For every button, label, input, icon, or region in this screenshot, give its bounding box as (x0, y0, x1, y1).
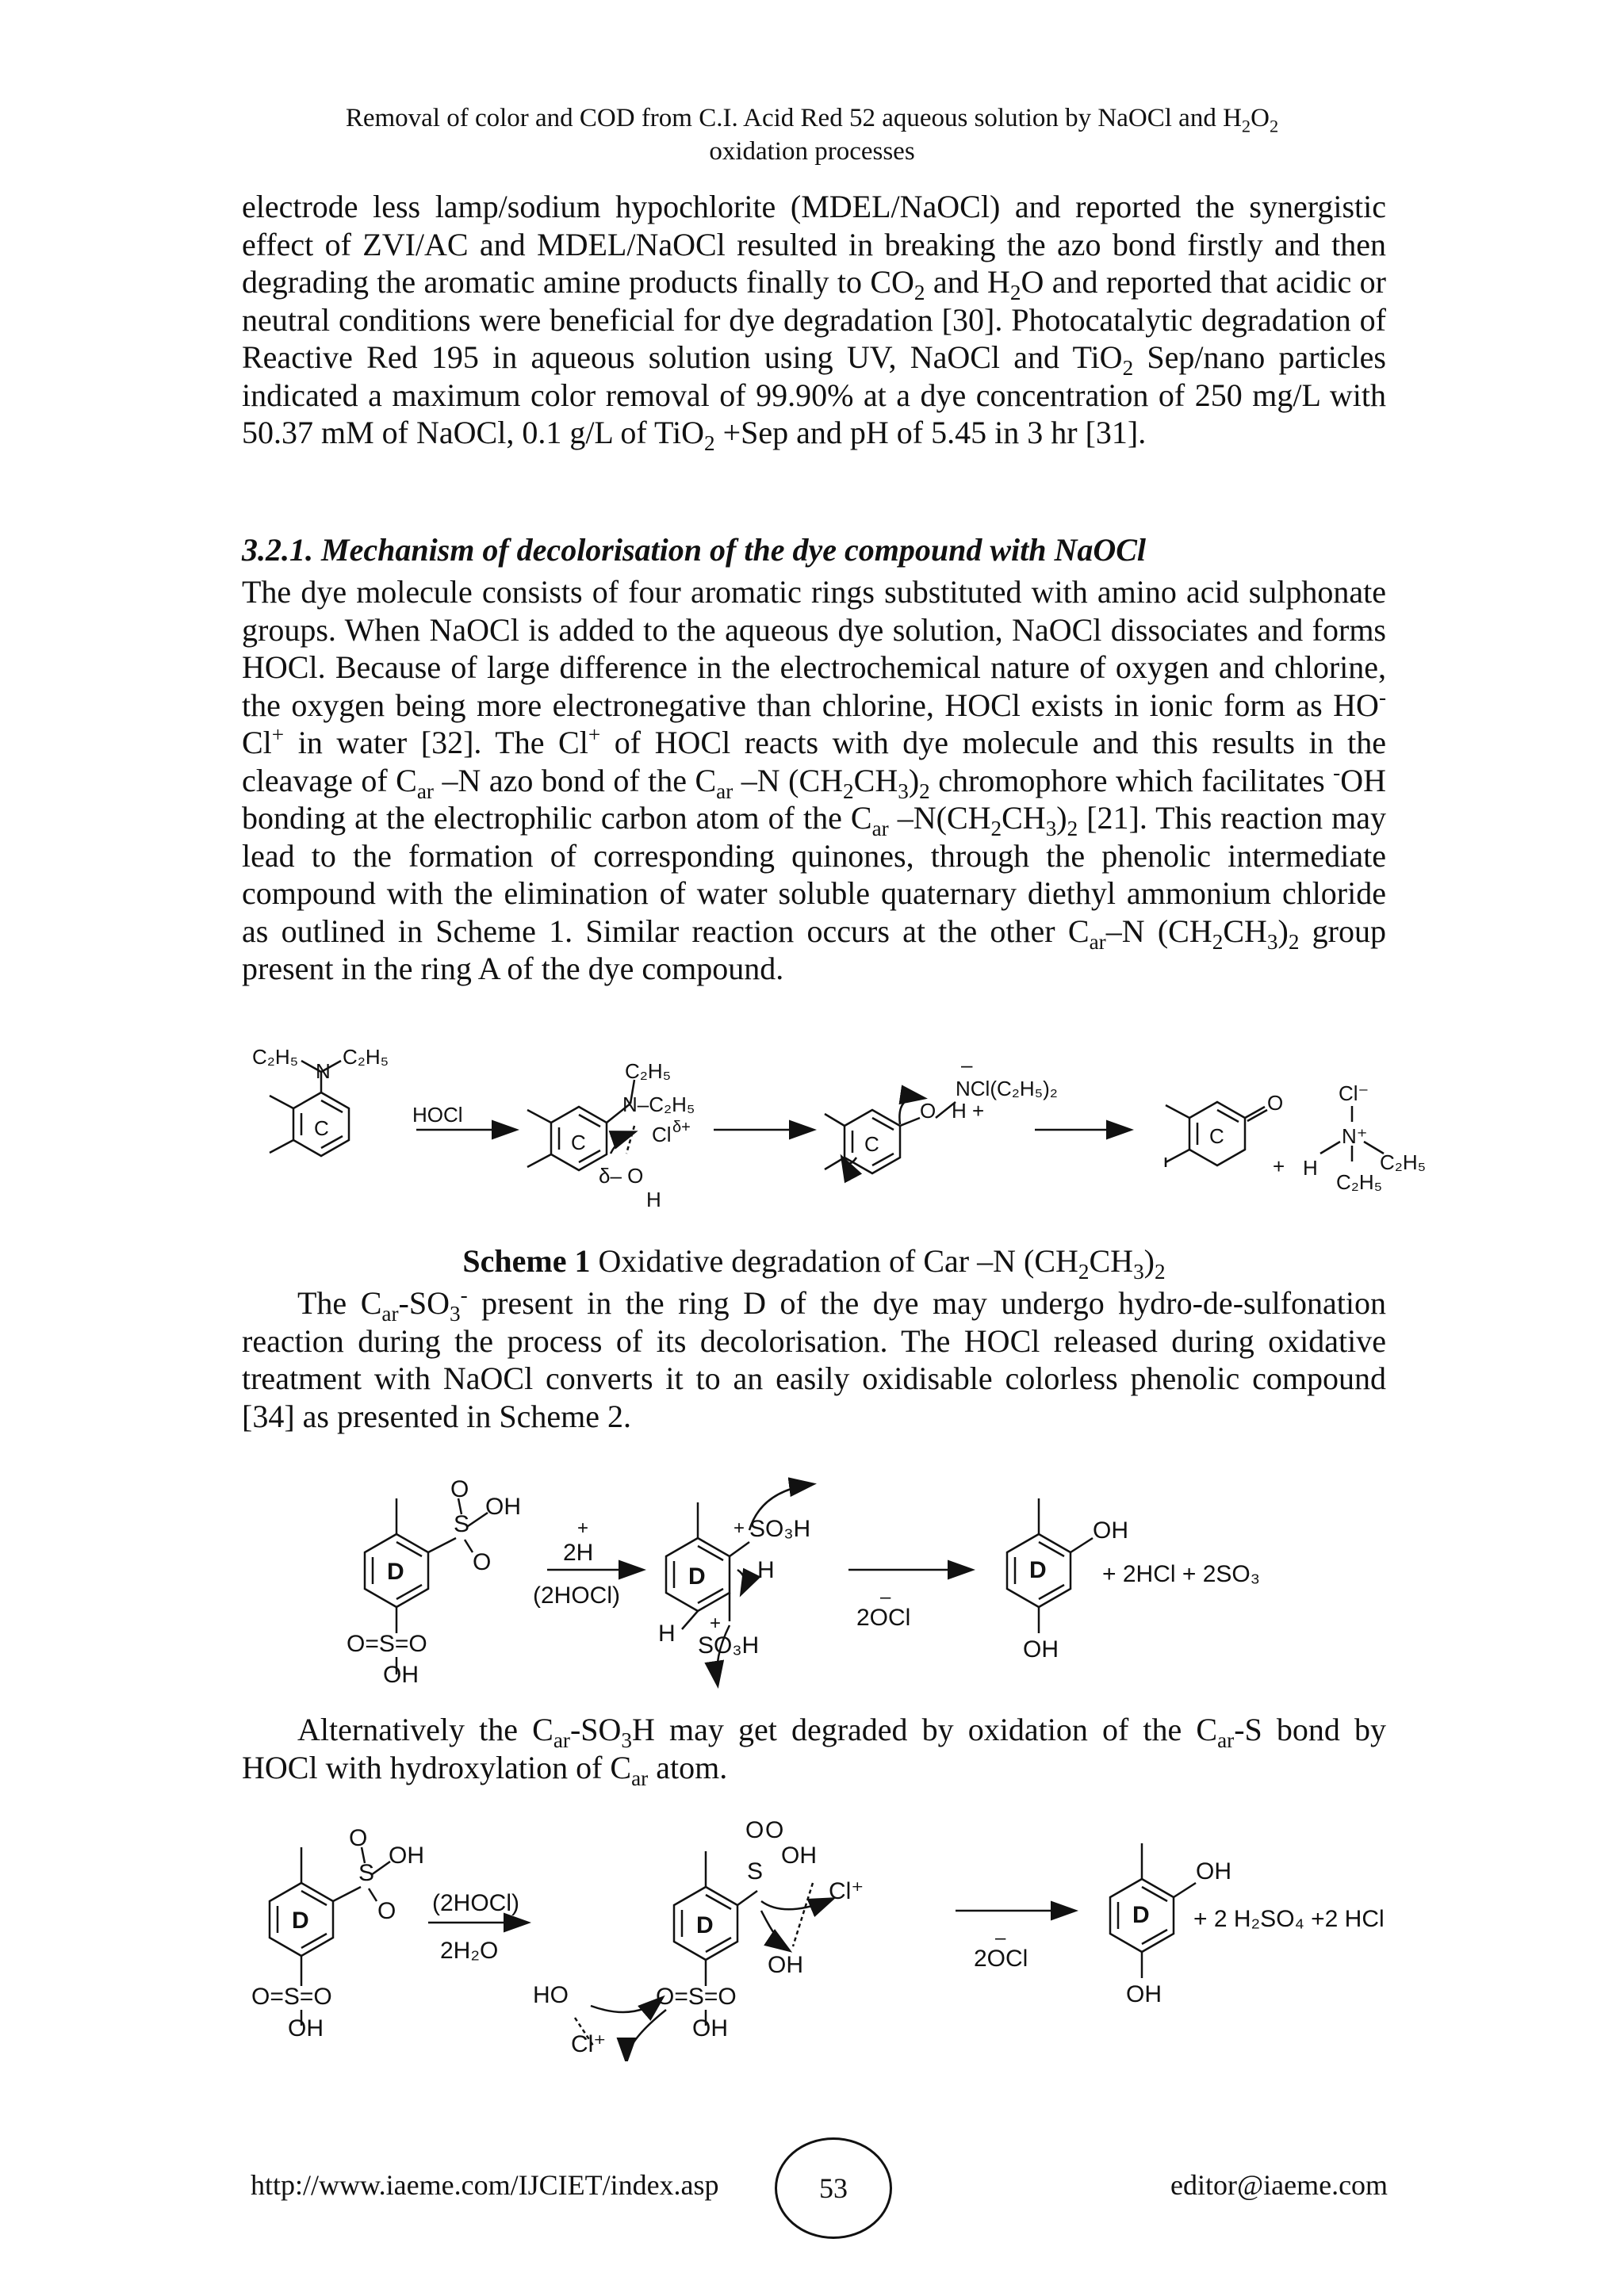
hydroxyl-label: OH (1126, 1981, 1162, 2007)
scheme-3 (0, 1816, 1624, 2061)
ethyl-label: C₂H₅ (625, 1059, 672, 1083)
oxygen-label: O (920, 1099, 936, 1123)
oxygen-label: O (349, 1825, 368, 1851)
footer-email[interactable]: editor@iaeme.com (1170, 2169, 1388, 2201)
scheme-1-caption: Scheme 1 Oxidative degradation of Car –N $(CH_2CH_3)_2$ (462, 1243, 1166, 1284)
hydroxyl-label: OH (1196, 1858, 1231, 1885)
hydrogen-label: H (658, 1621, 676, 1647)
sulfonyl-label: O=S=O (347, 1631, 427, 1657)
nitrogen-label: N (316, 1059, 331, 1083)
proton-reagent-label: 2H (563, 1540, 594, 1566)
water-reagent-label: 2H₂O (440, 1938, 499, 1964)
products-label: + 2 H₂SO₄ +2 HCl (1193, 1906, 1385, 1932)
footer-url[interactable]: http://www.iaeme.com/IJCIET/index.asp (251, 2169, 719, 2201)
hydroxyl-label: OH (768, 1952, 803, 1978)
ethyl-label: C₂H₅ (252, 1045, 299, 1069)
n-ethyl-label: N–C₂H₅ (622, 1093, 695, 1116)
ring-d-label: D (696, 1912, 714, 1938)
hypochlorite-label: 2OCl (974, 1946, 1028, 1972)
hydroxyl-label: OH (1093, 1517, 1128, 1544)
sulfonyl-label: O=S=O (251, 1984, 332, 2010)
ring-d-label: D (1132, 1902, 1150, 1928)
hydroxyl-label: OH (389, 1843, 424, 1869)
ring-c-label: C (314, 1116, 329, 1140)
hydrogen-label: H (1303, 1156, 1318, 1180)
paragraph-3: The $C_{ar}-SO_3^-$ present in the ring D of the dye may undergo hydro-de-sulfonation reaction during the process of its decolorisation. The HOCl released during oxidative treatment with NaOCl converts it to an easily oxidisable colorless phenolic compound [34] as presented in Scheme 2. (242, 1283, 1386, 1434)
oxygen-label: O (450, 1476, 469, 1502)
hydroxyl-label: OH (383, 1662, 419, 1688)
paragraph-1: electrode less lamp/sodium hypochlorite (MDEL/NaOCl) and reported the synergistic effect of ZVI/AC and MDEL/NaOCl resulted in breaking the azo bond firstly and then degrading the aromatic amine products finally to $CO_2$ and $H_2O$ and reported that acidic or neutral conditions were beneficial for dye degradation [30]. Photocatalytic degradation of Reactive Red 195 in aqueous solution using UV, NaOCl and TiO$_2$ Sep/nano particles indicated a maximum color removal of 99.90% at a dye concentration of 250 mg/L with 50.37 mM of NaOCl, 0.1 g/L of TiO$_2$ +Sep and pH of 5.45 in 3 hr [31]. (242, 189, 1387, 455)
chlorine-label: Cl (652, 1123, 672, 1146)
ring-d-label: D (688, 1563, 706, 1590)
sulfonyl-label: O=S=O (656, 1984, 737, 2010)
ring-c-label: C (1209, 1124, 1224, 1148)
scheme-2 (0, 1467, 1624, 1697)
hydrogen-label: H (757, 1557, 775, 1583)
hocl-reagent-label: (2HOCl) (432, 1890, 519, 1916)
ethyl-label: C₂H₅ (1336, 1170, 1383, 1194)
hocl-reagent-label: HOCl (412, 1103, 463, 1127)
oxygen-label: O (1267, 1091, 1284, 1115)
oxygen-label: O (745, 1817, 764, 1843)
header-line-2: oxidation processes (709, 137, 915, 166)
oxygen-label: O (473, 1549, 492, 1575)
ethyl-label: C₂H₅ (1380, 1150, 1427, 1174)
hydroxyl-label: OH (692, 2015, 728, 2042)
delta-plus-label: δ+ (672, 1119, 691, 1136)
plus-charge: + (577, 1517, 589, 1539)
hydroxyl-label: HO (533, 1982, 569, 2008)
hydrogen-label: H (646, 1188, 661, 1211)
sulfur-label: S (358, 1860, 375, 1886)
chloride-label: Cl⁻ (1339, 1081, 1369, 1105)
plus-charge: + (710, 1613, 722, 1634)
delta-minus-oxygen-label: δ– O (599, 1164, 644, 1188)
paragraph-2: The dye molecule consists of four aromatic rings substituted with amino acid sulphonate groups. When NaOCl is added to the aqueous dye solution, NaOCl dissociates and forms HOCl. Because of large difference in the electrochemical nature of oxygen and chlorine, the oxygen being more electronegative than chlorine, HOCl exists in ionic form as HO-Cl+ in water [32]. The Cl+ of HOCl reacts with dye molecule and this results in the cleavage of $C_{ar}$ –N azo bond of the $C_{ar}$ –N $(CH_2CH_3)_2$ chromophore which facilitates -OH bonding at the electrophilic carbon atom of the $C_{ar}$ $-N(CH_2CH_3)_2$ [21]. This reaction may lead to the formation of corresponding quinones, through the phenolic intermediate compound with the elimination of water soluble quaternary diethyl ammonium chloride as outlined in Scheme 1. Similar reaction occurs at the other $C_{ar}-N$ $(CH_2CH_3)_2$ group present in the ring A of the dye compound. (242, 574, 1387, 986)
oxygen-label: O (765, 1817, 784, 1843)
products-label: + 2HCl + 2SO₃ (1102, 1561, 1260, 1587)
hydroxyl-label: OH (781, 1843, 817, 1869)
minus-charge: – (880, 1586, 891, 1608)
scheme-1-drawing (0, 1039, 1624, 1237)
paragraph-4: Alternatively the $C_{ar}-SO_3H$ may get degraded by oxidation of the $C_{ar}-S$ bond by HOCl with hydroxylation of $C_{ar}$ atom. (242, 1712, 1386, 1790)
chlorine-cation-label: Cl⁺ (829, 1878, 864, 1904)
page-number: 53 (775, 2137, 892, 2239)
oxygen-label: O (377, 1898, 396, 1924)
plus-sign: + (1273, 1154, 1285, 1178)
ring-c-label: C (571, 1131, 586, 1154)
scheme-2-drawing (0, 1467, 1624, 1697)
ethyl-label: C₂H₅ (343, 1045, 389, 1069)
sulfur-label: S (747, 1858, 764, 1885)
section-title: 3.2.1. Mechanism of decolorisation of the dye compound with NaOCl (242, 532, 1147, 568)
hydroxyl-label: OH (288, 2015, 324, 2042)
hydroxyl-label: OH (485, 1494, 521, 1520)
sulfur-label: S (454, 1511, 470, 1537)
hypochlorite-label: 2OCl (856, 1605, 911, 1631)
sulfonic-acid-label: SO₃H (698, 1632, 760, 1659)
running-header (238, 101, 1386, 168)
proton-label: H + (952, 1099, 985, 1123)
scheme-3-drawing (0, 1816, 1624, 2061)
ring-c-label: C (864, 1132, 879, 1156)
header-line-1: Removal of color and COD from C.I. Acid Red 52 aqueous solution by NaOCl and $H_2O_2$ (345, 104, 1279, 136)
ring-d-label: D (1029, 1557, 1047, 1583)
ammonium-nitrogen-label: N⁺ (1342, 1124, 1368, 1148)
minus-charge: – (961, 1053, 973, 1077)
hocl-reagent-label: (2HOCl) (533, 1582, 620, 1609)
ring-d-label: D (387, 1559, 404, 1585)
ring-d-label: D (292, 1908, 309, 1934)
plus-charge: + (733, 1517, 745, 1539)
chlorine-cation-label: Cl⁺ (571, 2031, 607, 2057)
ncl-diethyl-label: NCl(C₂H₅)₂ (956, 1077, 1058, 1100)
minus-charge: – (995, 1927, 1006, 1949)
hydroxyl-label: OH (1023, 1636, 1059, 1663)
sulfonic-acid-label: SO₃H (749, 1516, 811, 1542)
scheme-1 (0, 1039, 1624, 1237)
